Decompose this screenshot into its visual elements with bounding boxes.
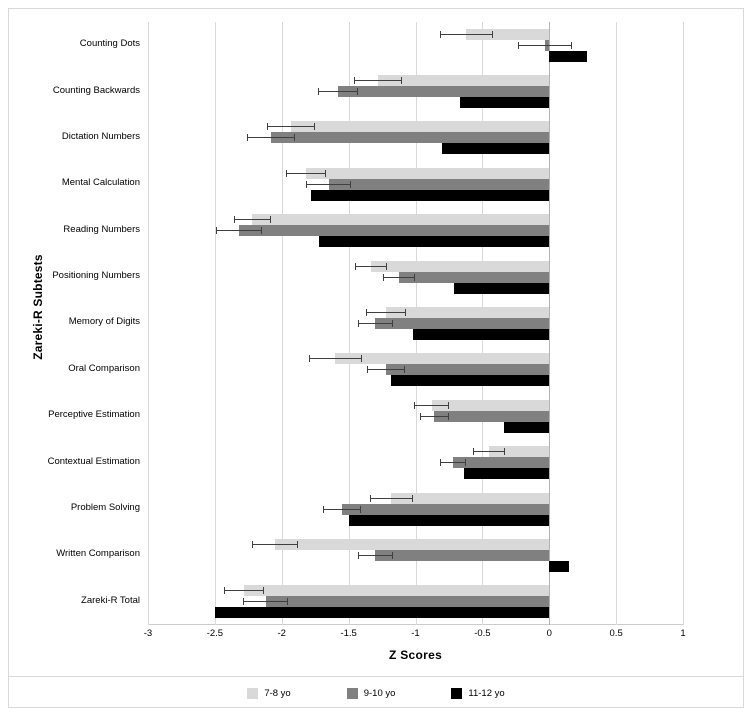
error-bar <box>358 555 393 556</box>
y-tick-label: Positioning Numbers <box>52 270 140 282</box>
x-tick-label: -2.5 <box>206 628 224 639</box>
error-bar <box>243 601 288 602</box>
x-axis-title: Z Scores <box>388 648 443 662</box>
error-bar <box>216 230 261 231</box>
chart-category-row <box>68 300 683 346</box>
y-tick-label: Dictation Numbers <box>61 130 140 142</box>
error-bar <box>267 126 315 127</box>
gridline <box>683 22 684 625</box>
chart-category-row <box>61 115 683 161</box>
error-bar <box>354 80 402 81</box>
chart-bar <box>504 422 549 433</box>
chart-bar <box>291 121 549 132</box>
chart-bar <box>386 364 549 375</box>
chart-bar <box>252 214 549 225</box>
y-tick-label: Zareki-R Total <box>81 594 140 606</box>
chart-category-row <box>52 68 683 114</box>
x-tick-label: -3 <box>143 628 153 639</box>
x-tick-label: -0.5 <box>474 628 491 639</box>
chart-bar <box>349 515 550 526</box>
chart-category-row <box>47 439 683 485</box>
chart-bar <box>378 75 549 86</box>
chart-category-row <box>56 532 683 578</box>
legend-label: 11-12 yo <box>468 687 505 699</box>
error-bar <box>440 462 467 463</box>
error-bar <box>247 137 295 138</box>
y-tick-label: Contextual Estimation <box>47 455 140 467</box>
chart-bar <box>371 261 549 272</box>
error-bar <box>414 405 449 406</box>
legend-item <box>347 688 396 699</box>
legend-swatch-icon <box>247 688 258 699</box>
chart-bar <box>432 400 550 411</box>
chart-bar <box>275 539 549 550</box>
y-tick-label: Reading Numbers <box>63 223 140 235</box>
x-tick-label: -2 <box>277 628 286 639</box>
chart-bar <box>413 329 549 340</box>
chart-bar <box>442 143 549 154</box>
legend-label: 9-10 yo <box>363 687 396 699</box>
error-bar <box>323 509 360 510</box>
chart-bar <box>434 411 549 422</box>
chart-bar <box>266 596 550 607</box>
chart-bar <box>335 353 549 364</box>
error-bar <box>306 184 351 185</box>
y-tick-label: Perceptive Estimation <box>48 409 140 421</box>
chart-bar <box>311 190 549 201</box>
error-bar <box>252 544 297 545</box>
chart-bar <box>453 457 549 468</box>
chart-bar <box>549 51 586 62</box>
y-tick-label: Memory of Digits <box>68 316 140 328</box>
error-bar <box>358 323 393 324</box>
chart-category-row <box>52 254 683 300</box>
error-bar <box>318 91 358 92</box>
chart-legend <box>8 676 744 709</box>
y-axis-title: Zareki-R Subtests <box>31 254 45 360</box>
chart-bar <box>549 561 569 572</box>
x-tick-label: -1 <box>411 628 420 639</box>
legend-item <box>247 688 290 699</box>
chart-bar <box>271 132 549 143</box>
y-tick-label: Counting Backwards <box>52 84 140 96</box>
error-bar <box>473 451 505 452</box>
y-tick-label: Problem Solving <box>70 502 140 514</box>
chart-bar <box>215 607 549 618</box>
chart-bar <box>329 179 550 190</box>
chart-bar <box>239 225 549 236</box>
chart-bar <box>338 86 549 97</box>
chart-bar <box>319 236 549 247</box>
legend-item <box>451 688 504 699</box>
error-bar <box>355 266 387 267</box>
error-bar <box>440 34 494 35</box>
plot-area <box>47 22 686 662</box>
chart-category-row <box>79 22 683 68</box>
chart-bar <box>454 283 549 294</box>
error-bar <box>234 219 271 220</box>
x-tick-label: 1 <box>680 628 686 639</box>
chart-bar <box>375 550 549 561</box>
chart-bar <box>464 468 550 479</box>
error-bar <box>366 312 406 313</box>
chart-bar <box>386 307 549 318</box>
error-bar <box>309 358 363 359</box>
chart-bar <box>244 585 549 596</box>
chart-category-row <box>63 208 683 254</box>
error-bar <box>383 277 415 278</box>
error-bar <box>286 173 326 174</box>
chart-bar <box>391 493 549 504</box>
x-tick-label: 0.5 <box>609 628 623 639</box>
legend-swatch-icon <box>347 688 358 699</box>
x-tick-label: -1.5 <box>340 628 357 639</box>
chart-category-row <box>61 161 683 207</box>
chart-category-row <box>70 486 683 532</box>
y-tick-label: Oral Comparison <box>68 362 140 374</box>
y-tick-label: Counting Dots <box>79 38 140 50</box>
legend-label: 7-8 yo <box>264 687 291 699</box>
error-bar <box>370 498 413 499</box>
chart-bar <box>375 318 549 329</box>
x-tick-label: 0 <box>546 628 552 639</box>
error-bar <box>518 45 572 46</box>
y-tick-label: Written Comparison <box>56 548 140 560</box>
error-bar <box>367 369 404 370</box>
error-bar <box>224 590 264 591</box>
chart-bar <box>460 97 550 108</box>
y-tick-label: Mental Calculation <box>61 177 140 189</box>
chart-category-row <box>81 579 683 625</box>
legend-swatch-icon <box>451 688 462 699</box>
error-bar <box>420 416 449 417</box>
chart-category-row <box>68 347 683 393</box>
chart-bar <box>391 375 549 386</box>
chart-bar <box>342 504 549 515</box>
chart-bar <box>399 272 549 283</box>
chart-bar <box>306 168 549 179</box>
chart-category-row <box>48 393 683 439</box>
